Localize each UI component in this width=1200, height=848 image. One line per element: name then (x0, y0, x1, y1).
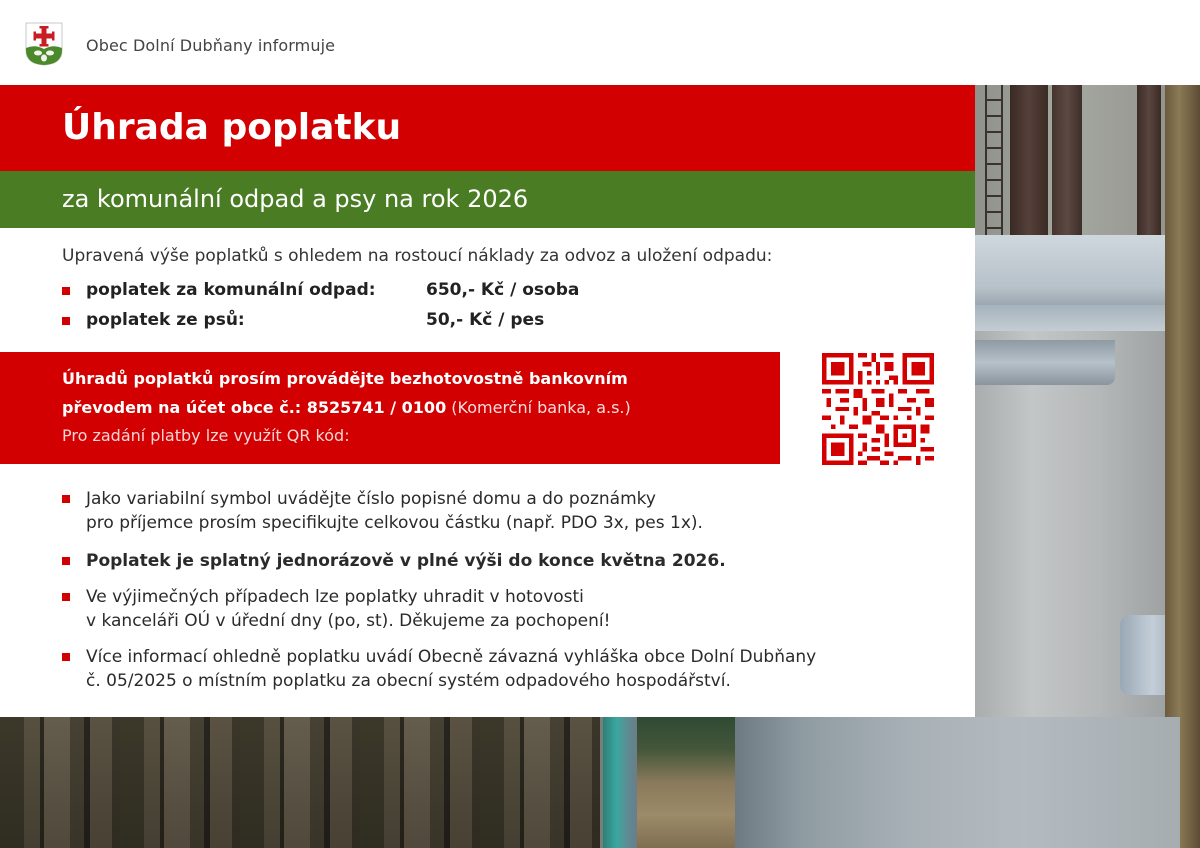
note-line: v kanceláři OÚ v úřední dny (po, st). Děkujeme za pochopení! (86, 611, 611, 631)
note-line: Více informací ohledně poplatku uvádí Obecně závazná vyhláška obce Dolní Dubňany (86, 647, 817, 667)
note-line: Poplatek je splatný jednorázově v plné výši do konce května 2026. (86, 551, 726, 571)
intro-text: Upravená výše poplatků s ohledem na rostoucí náklady za odvoz a uložení odpadu: (62, 246, 773, 266)
wire-mesh (985, 85, 1003, 235)
fee-value: 50,- Kč / pes (426, 310, 545, 330)
subtitle-band (0, 171, 975, 228)
account-info: převodem na účet obce č.: 8525741 / 0100 (62, 398, 447, 417)
coat-of-arms-icon (25, 22, 63, 66)
bullet-icon (62, 317, 70, 325)
fence-shade (0, 717, 600, 848)
trash-bin-rim (960, 305, 1185, 331)
title-band (0, 85, 975, 171)
bullet-icon (62, 495, 70, 503)
qr-code-icon[interactable] (822, 353, 934, 465)
bullet-icon (62, 593, 70, 601)
bullet-icon (62, 557, 70, 565)
trash-bin-handle (975, 340, 1115, 385)
note-item (62, 585, 942, 633)
content-panel (0, 85, 975, 717)
note-line: Ve výjimečných případech lze poplatky uhradit v hotovosti (86, 587, 584, 607)
payment-line-2 (62, 398, 631, 417)
note-item (62, 645, 942, 693)
hay (637, 717, 735, 848)
bullet-icon (62, 653, 70, 661)
page-title: Úhrada poplatku (62, 107, 402, 148)
header-title: Obec Dolní Dubňany informuje (86, 36, 336, 55)
fee-value: 650,- Kč / osoba (426, 280, 580, 300)
note-line: pro příjemce prosím specifikujte celkovou částku (např. PDO 3x, pes 1x). (86, 513, 703, 533)
notes-list (62, 487, 942, 693)
payment-line-1: Úhradů poplatků prosím provádějte bezhotovostně bankovním (62, 369, 628, 388)
note-line: č. 05/2025 o místním poplatku za obecní systém odpadového hospodářství. (86, 671, 731, 691)
note-item-due-date (62, 549, 942, 573)
note-line: Jako variabilní symbol uvádějte číslo popisné domu a do poznámky (86, 489, 656, 509)
bank-name: (Komerční banka, a.s.) (446, 398, 631, 417)
note-item (62, 487, 942, 535)
bullet-icon (62, 287, 70, 295)
payment-info-box (0, 352, 780, 464)
fee-label: poplatek ze psů: (86, 310, 245, 330)
header (0, 0, 1200, 85)
trash-bin-lower (735, 717, 1180, 848)
page-subtitle: za komunální odpad a psy na rok 2026 (62, 185, 529, 213)
payment-line-3: Pro zadání platby lze využít QR kód: (62, 426, 350, 445)
teal-post (603, 717, 637, 848)
fee-label: poplatek za komunální odpad: (86, 280, 376, 300)
